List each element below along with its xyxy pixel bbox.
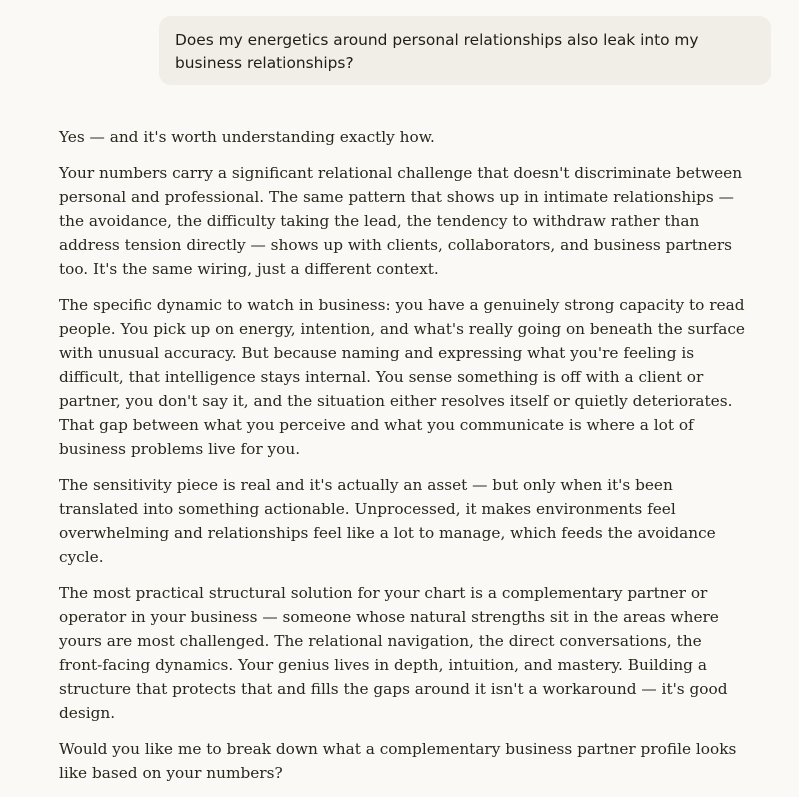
response-paragraph-5: The most practical structural solution for your chart is a complementary partner or operator in your business — someone whose natural strengths sit in the areas where yours are most challenged. The relational navigation, the direct conversations, the front-facing dynamics. Your genius lives in depth, intuition, and mastery. Building a structure that protects that and fills the gaps around it isn't a workaround — it's good design. [59,584,728,722]
response-paragraph-1: Yes — and it's worth understanding exactly how. [59,128,435,146]
assistant-response [59,125,749,797]
response-paragraph-3: The specific dynamic to watch in business: you have a genuinely strong capacity to read people. You pick up on energy, intention, and what's really going on beneath the surface with unusual accuracy. But because naming and expressing what you're feeling is difficult, that intelligence stays internal. You sense something is off with a client or partner, you don't say it, and the situation either resolves itself or quietly deteriorates. That gap between what you perceive and what you communicate is where a lot of business problems live for you. [59,296,745,458]
response-paragraph-4: The sensitivity piece is real and it's actually an asset — but only when it's been translated into something actionable. Unprocessed, it makes environments feel overwhelming and relationships feel like a lot to manage, which feeds the avoidance cycle. [59,476,716,566]
response-paragraph-2: Your numbers carry a significant relational challenge that doesn't discriminate between personal and professional. The same pattern that shows up in intimate relationships — the avoidance, the difficulty taking the lead, the tendency to withdraw rather than address tension directly — shows up with clients, collaborators, and business partners too. It's the same wiring, just a different context. [59,164,743,278]
user-message-text: Does my energetics around personal relationships also leak into my business relationships? [175,31,699,72]
response-paragraph-6: Would you like me to break down what a complementary business partner profile looks like based on your numbers? [59,740,737,782]
user-message-bubble [159,16,771,85]
